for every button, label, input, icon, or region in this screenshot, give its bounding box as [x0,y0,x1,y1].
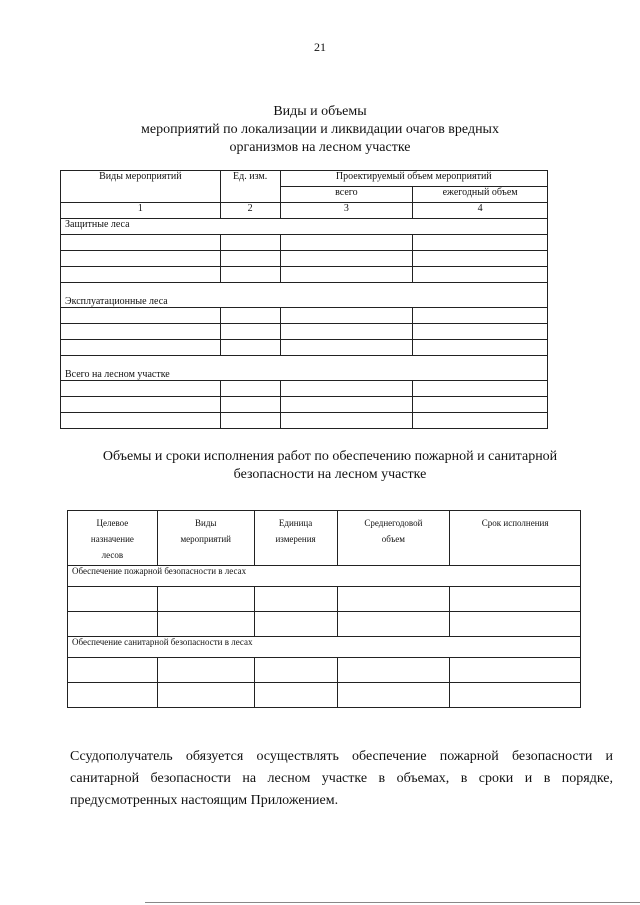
section1-title [0,103,640,157]
table-row [61,413,548,429]
header-unit: Ед. изм. [220,171,280,203]
header-average-volume: Среднегодовой объем [337,511,450,566]
section1-title-line1: Виды и объемы [273,104,367,119]
col-number-3: 3 [280,203,413,219]
header-planned-volume: Проектируемый объем мероприятий [280,171,547,187]
table-row [61,381,548,397]
table-row [68,587,581,612]
table-row [61,397,548,413]
section2-title [60,448,600,484]
closing-paragraph: Ссудополучатель обязуется осуществлять обеспечение пожарной безопасности и санитарной безопасности на лесном участке в объемах, в сроки и в порядке, предусмотренных настоящим Приложением. [70,749,613,808]
group-total-plot: Всего на лесном участке [61,356,548,381]
fire-sanitary-table [67,510,581,708]
table-row [68,658,581,683]
header-unit: Единица измерения [254,511,337,566]
table-row [61,324,548,340]
table-row [61,235,548,251]
section1-title-line3: организмов на лесном участке [229,140,411,155]
col-number-1: 1 [61,203,221,219]
header-activity-types: Виды мероприятий [157,511,254,566]
table-row [61,340,548,356]
header-annual: ежегодный объем [413,187,548,203]
header-forest-purpose: Целевое назначение лесов [68,511,158,566]
group-protective-forests: Защитные леса [61,219,548,235]
header-total: всего [280,187,413,203]
group-sanitary-safety: Обеспечение санитарной безопасности в лесах [68,637,581,658]
table-row [68,683,581,708]
table-row [61,267,548,283]
section2-title-line2: безопасности на лесном участке [233,467,427,482]
header-activity: Виды мероприятий [61,171,221,203]
table-row [68,612,581,637]
section2-title-line1: Объемы и сроки исполнения работ по обеспечению пожарной и санитарной [102,449,558,464]
header-deadline: Срок исполнения [450,511,581,566]
col-number-2: 2 [220,203,280,219]
table-row [61,308,548,324]
group-fire-safety: Обеспечение пожарной безопасности в лесах [68,566,581,587]
group-operational-forests: Эксплуатационные леса [61,283,548,308]
pest-measures-table [60,170,548,429]
section1-title-line2: мероприятий по локализации и ликвидации очагов вредных [141,122,499,137]
scan-edge-divider [145,902,640,903]
page-number: 21 [314,40,326,54]
table-row [61,251,548,267]
col-number-4: 4 [413,203,548,219]
